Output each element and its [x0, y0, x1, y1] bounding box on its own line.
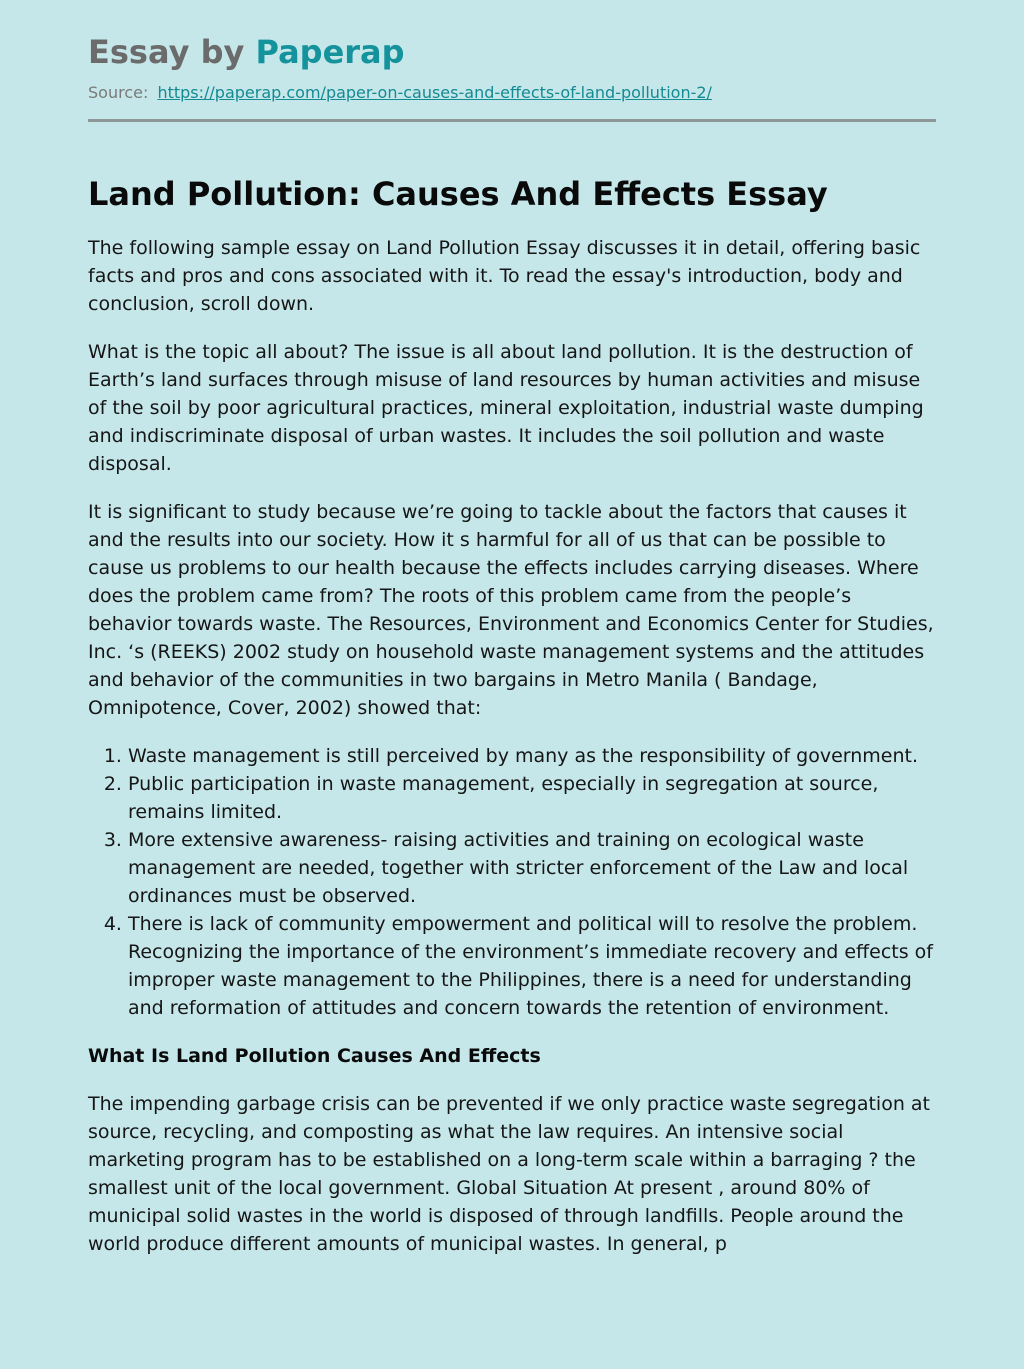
page [88, 0, 936, 1258]
brand-name: Paperap [255, 33, 405, 71]
header-divider [88, 119, 936, 122]
source-link[interactable]: https://paperap.com/paper-on-causes-and-effects-of-land-pollution-2/ [157, 83, 712, 102]
section-heading: What Is Land Pollution Causes And Effects [88, 1045, 541, 1067]
topic-paragraph: What is the topic all about? The issue is all about land pollution. It is the destruction of Earth’s land surfaces through misuse of land resources by human activities and misuse of the soil by poor agricultural practices, mineral exploitation, industrial waste dumping and indiscriminate disposal of urban wastes. It includes the soil pollution and waste disposal. [88, 341, 924, 475]
list-item: 3. More extensive awareness- raising activities and training on ecological waste management are needed, together with stricter enforcement of the Law and local ordinances must be observed. [128, 826, 936, 910]
site-brand[interactable] [88, 32, 936, 72]
source-line [88, 81, 936, 105]
list-item: 1. Waste management is still perceived by many as the responsibility of government. [128, 742, 936, 770]
brand-prefix: Essay by [88, 33, 256, 71]
intro-paragraph: The following sample essay on Land Pollution Essay discusses it in detail, offering basic facts and pros and cons associated with it. To read the essay's introduction, body and conclusion, scroll down. [88, 237, 921, 315]
findings-list [88, 742, 936, 1022]
list-item: 2. Public participation in waste management, especially in segregation at source, remains limited. [128, 770, 936, 826]
list-item: 4. There is lack of community empowerment and political will to resolve the problem. Recognizing the importance of the environment’s immediate recovery and effects of improper waste management to the Philippines, there is a need for understanding and reformation of attitudes and concern towards the retention of environment. [128, 910, 936, 1022]
significance-paragraph: It is significant to study because we’re going to tackle about the factors that causes it and the results into our society. How it s harmful for all of us that can be possible to cause us problems to our health because the effects includes carrying diseases. Where does the problem came from? The roots of this problem came from the people’s behavior towards waste. The Resources, Environment and Economics Center for Studies, Inc. ‘s (REEKS) 2002 study on household waste management systems and the attitudes and behavior of the communities in two bargains in Metro Manila ( Bandage, Omnipotence, Cover, 2002) showed that: [88, 501, 934, 719]
closing-paragraph: The impending garbage crisis can be prevented if we only practice waste segregation at source, recycling, and composting as what the law requires. An intensive social marketing program has to be established on a long-term scale within a barraging ? the smallest unit of the local government. Global Situation At present , around 80% of municipal solid wastes in the world is disposed of through landfills. People around the world produce different amounts of municipal wastes. In general, p [88, 1093, 931, 1255]
source-label: Source: [88, 83, 149, 102]
article-title: Land Pollution: Causes And Effects Essay [88, 175, 828, 213]
